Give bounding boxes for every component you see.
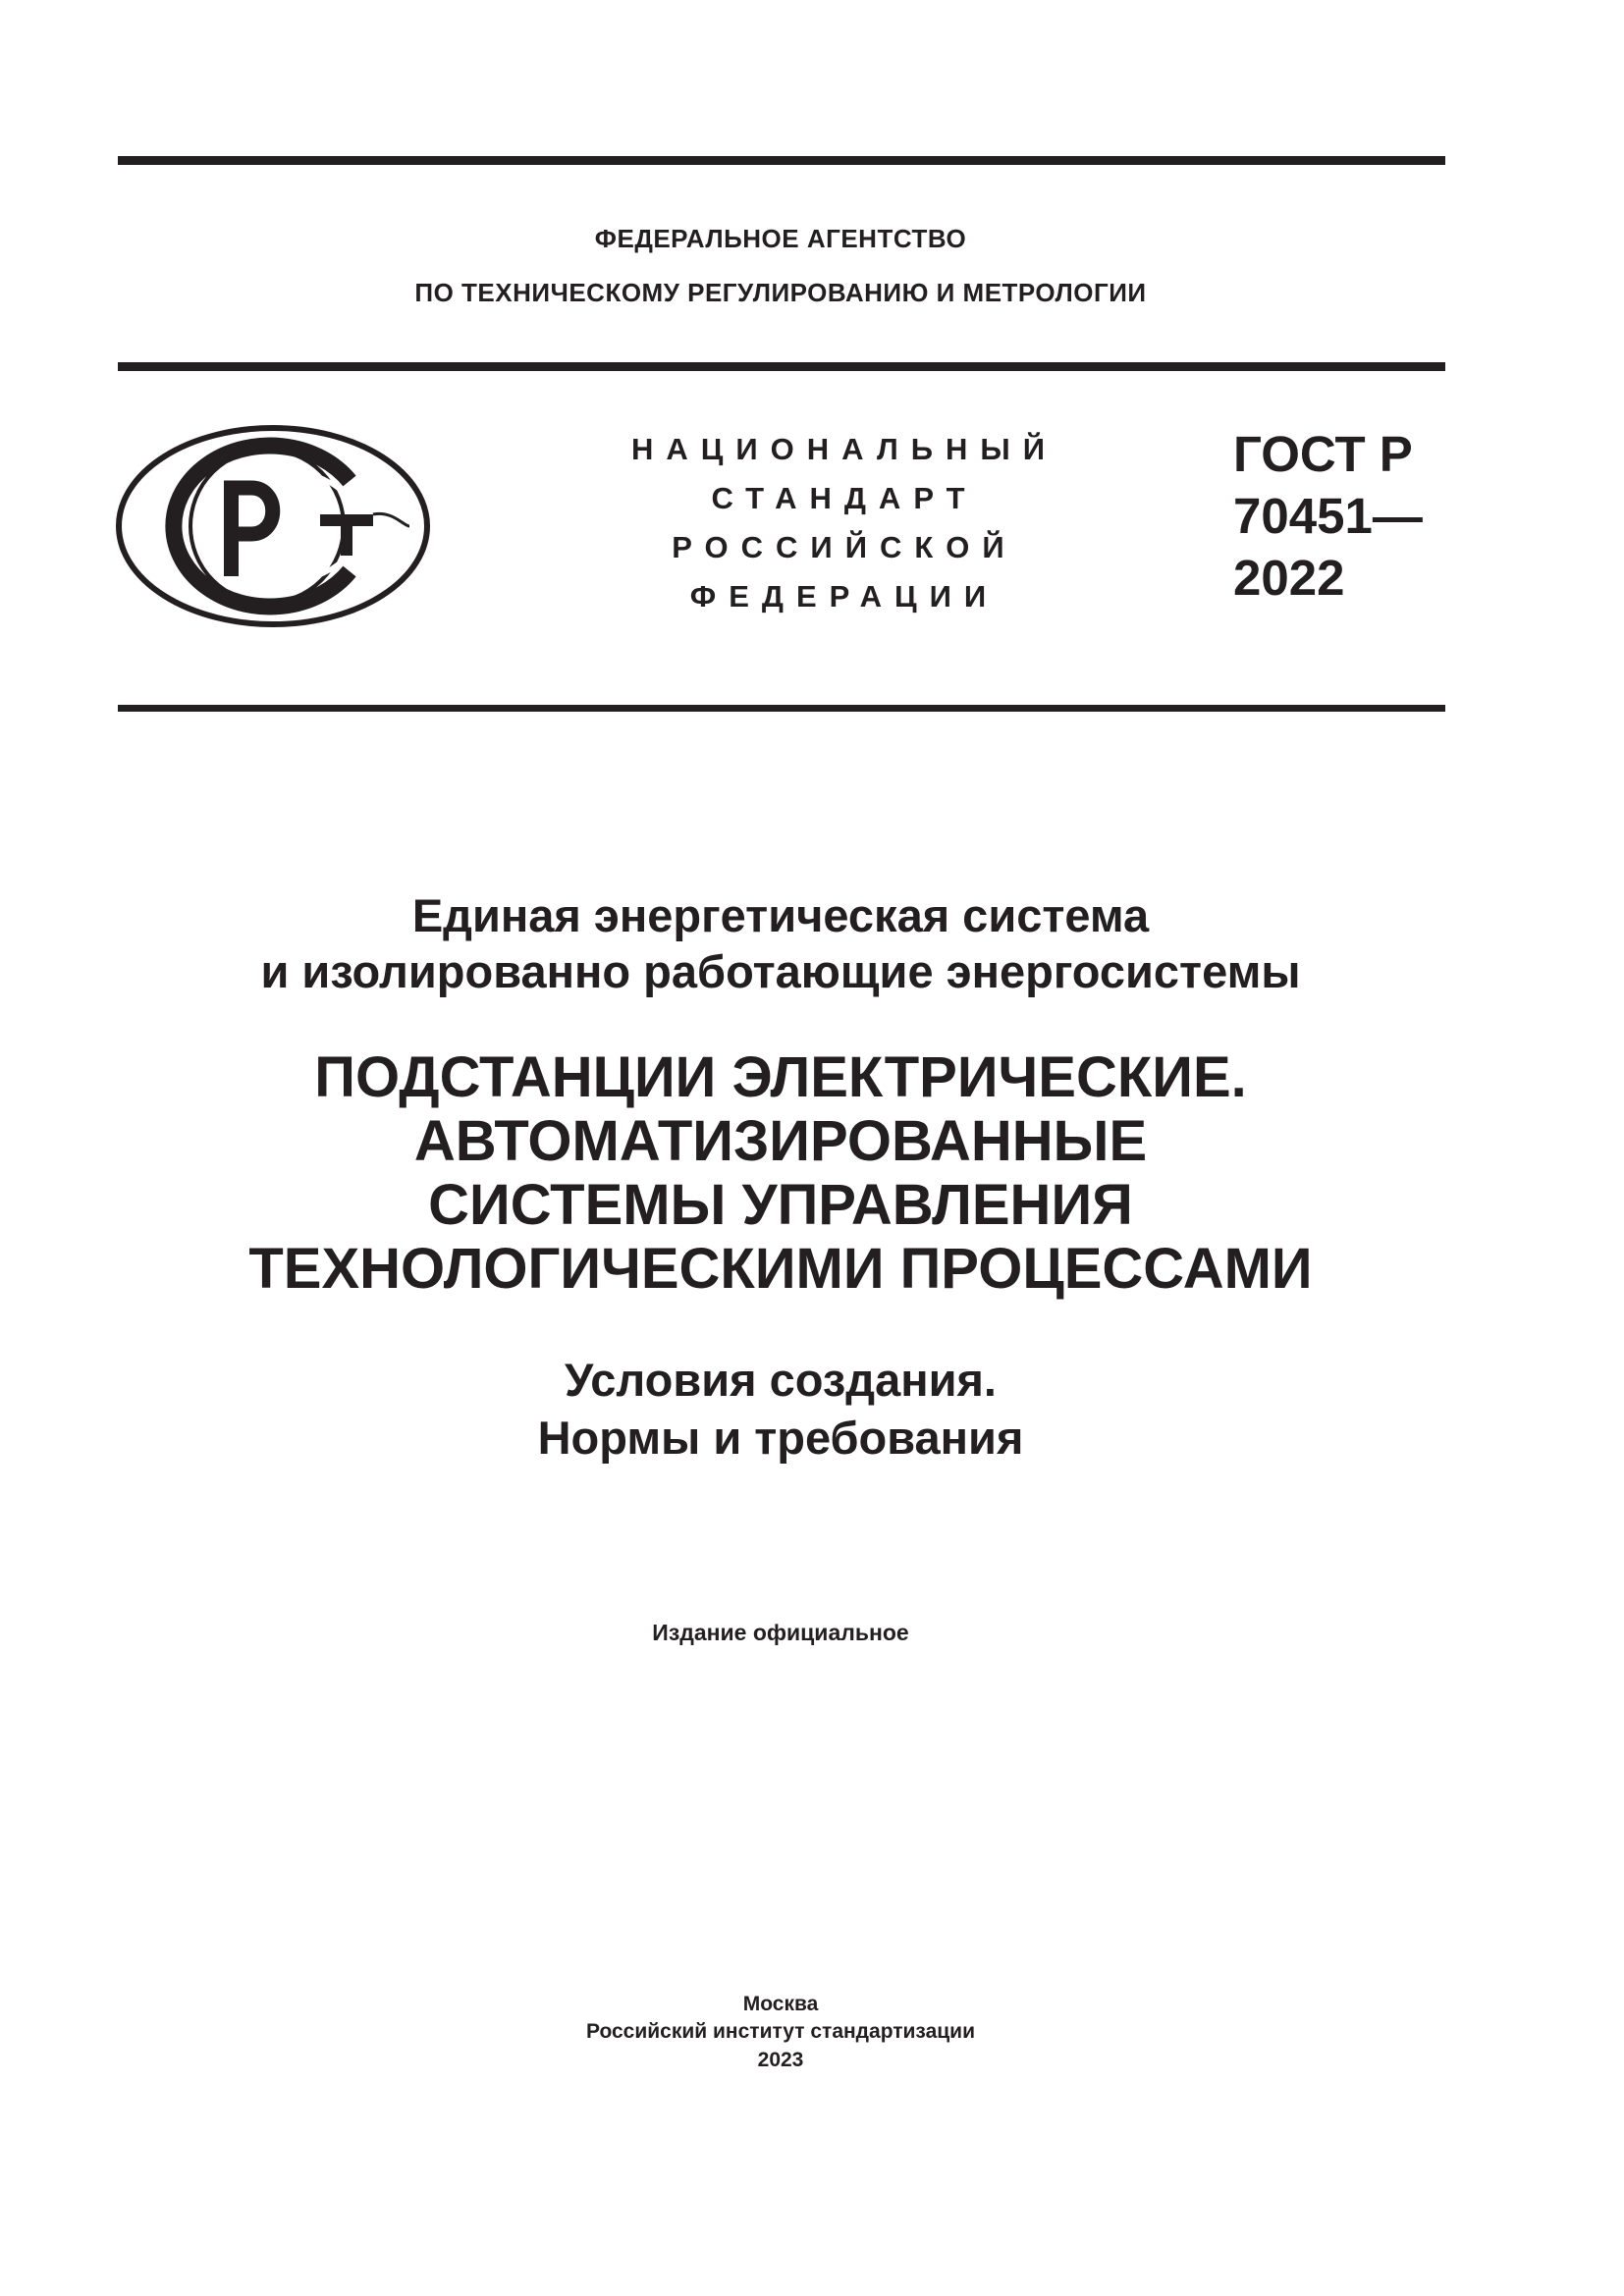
top-divider	[118, 156, 1445, 165]
header-divider	[118, 362, 1445, 371]
designation-line-3: 2022	[1233, 550, 1345, 606]
national-standard-line-2: СТАНДАРТ	[711, 481, 978, 515]
edition-note: Издание официальное	[652, 1620, 909, 1645]
agency-line-1: ФЕДЕРАЛЬНОЕ АГЕНТСТВО	[594, 224, 967, 253]
subtitle-line-1: Условия создания.	[565, 1354, 997, 1406]
subtitle-line-2: Нормы и требования	[537, 1412, 1024, 1464]
rst-logo-icon	[115, 424, 431, 628]
national-standard-line-1: НАЦИОНАЛЬНЫЙ	[630, 432, 1058, 466]
imprint-publisher: Российский институт стандартизации	[585, 2020, 976, 2043]
imprint-city: Москва	[742, 1993, 819, 2015]
standard-designation	[1233, 423, 1423, 609]
series-title-line-2: и изолированно работающие энергосистемы	[260, 945, 1301, 997]
series-title-line-1: Единая энергетическая система	[411, 889, 1150, 941]
main-title-line-2: АВТОМАТИЗИРОВАННЫЕ	[413, 1109, 1148, 1173]
imprint-year: 2023	[757, 2049, 804, 2071]
main-title-line-1: ПОДСТАНЦИИ ЭЛЕКТРИЧЕСКИЕ.	[314, 1045, 1247, 1109]
main-title-line-4: ТЕХНОЛОГИЧЕСКИМИ ПРОЦЕССАМИ	[248, 1237, 1313, 1301]
designation-line-2: 70451—	[1233, 488, 1423, 544]
section-divider	[118, 705, 1445, 712]
national-standard-line-3: РОССИЙСКОЙ	[672, 530, 1017, 564]
main-title-line-3: СИСТЕМЫ УПРАВЛЕНИЯ	[428, 1173, 1133, 1237]
agency-line-2: ПО ТЕХНИЧЕСКОМУ РЕГУЛИРОВАНИЮ И МЕТРОЛОГИИ	[414, 278, 1147, 307]
national-standard-line-4: ФЕДЕРАЦИИ	[689, 579, 1000, 614]
designation-line-1: ГОСТ Р	[1233, 426, 1413, 482]
